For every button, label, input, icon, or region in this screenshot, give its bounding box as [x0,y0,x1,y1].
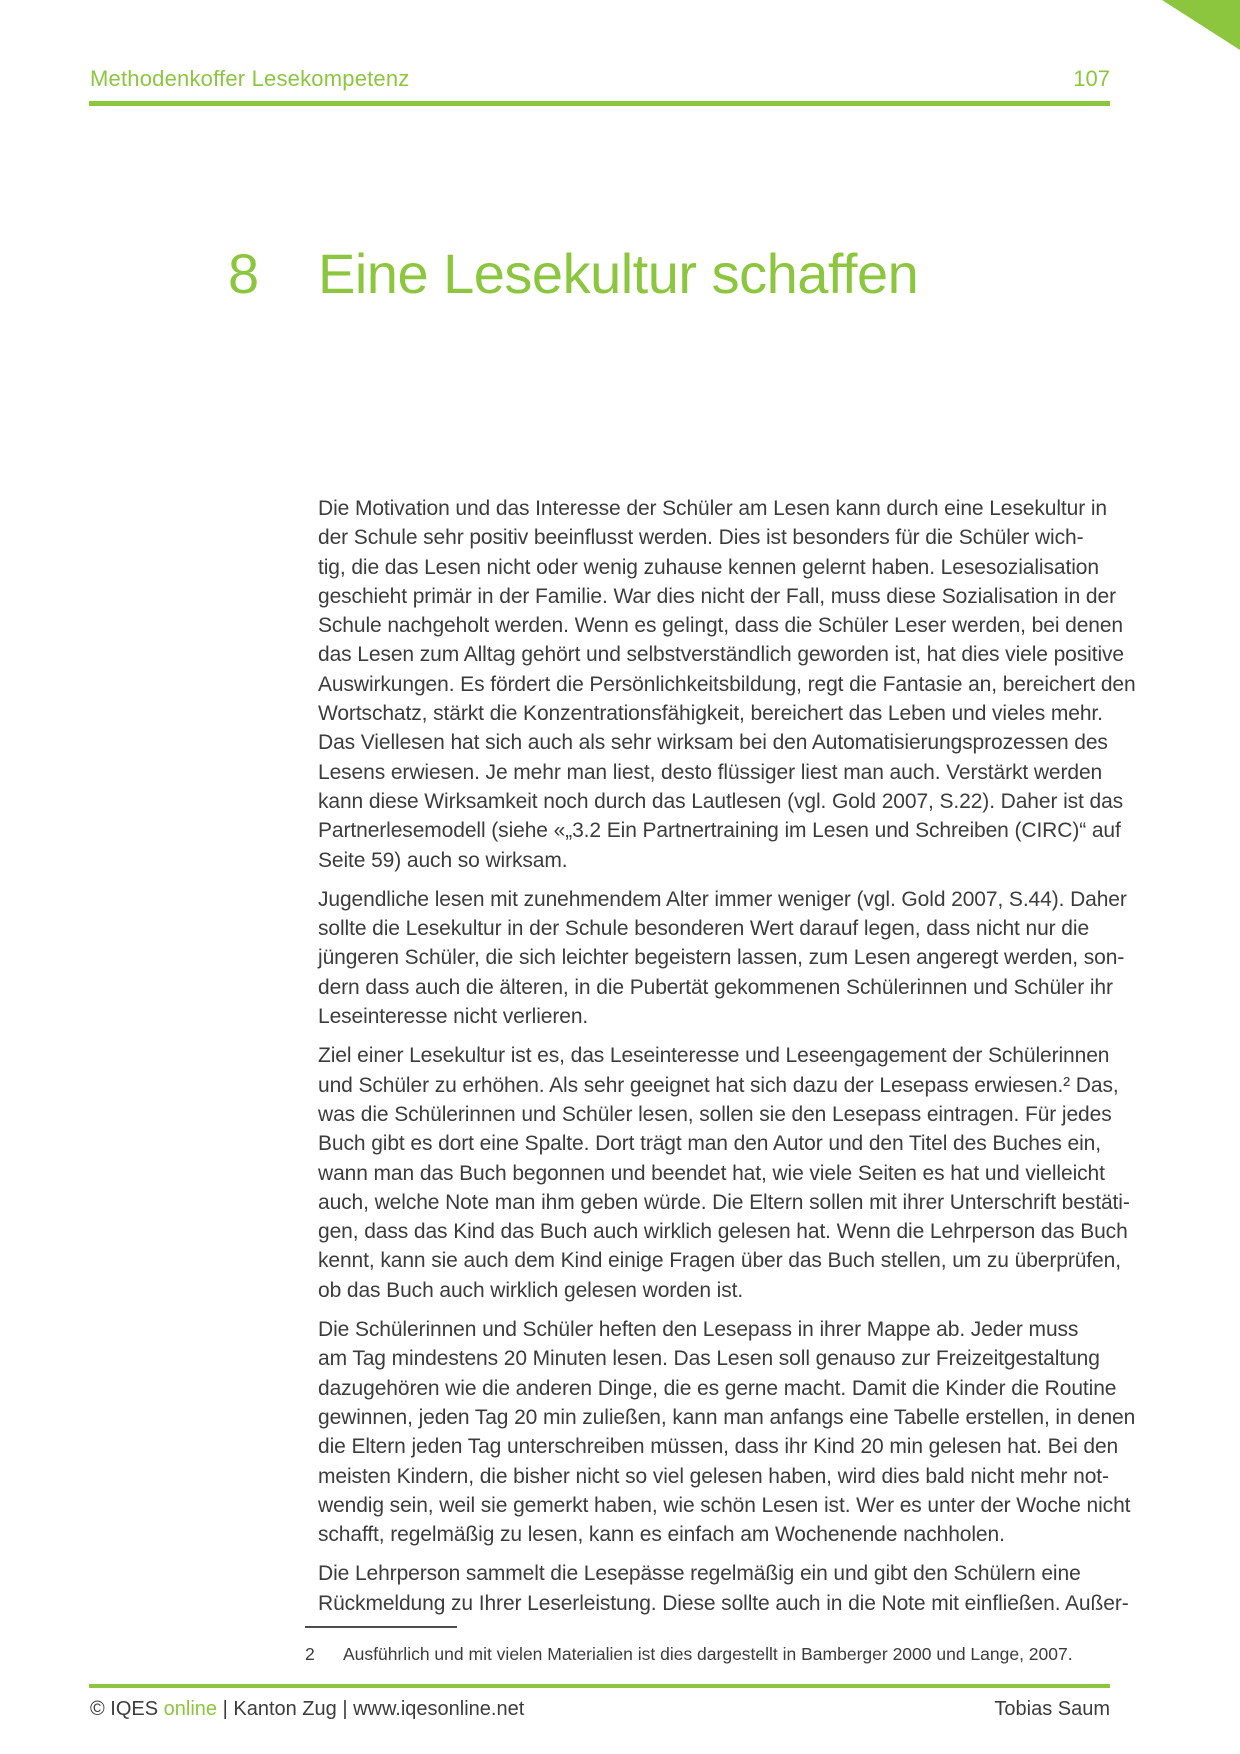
paragraph [318,1041,1130,1305]
text-line: Die Lehrperson sammelt die Lesepässe regelmäßig ein und gibt den Schülern eine [318,1562,1081,1586]
text-line: Die Motivation und das Interesse der Schüler am Lesen kann durch eine Lesekultur in [318,497,1107,520]
footnote-separator-rule [305,1626,457,1628]
running-header-title: Methodenkoffer Lesekompetenz [90,66,410,91]
text-line: wann man das Buch begonnen und beendet hat, wie viele Seiten es hat und vielleicht [318,1161,1105,1185]
text-line: Wortschatz, stärkt die Konzentrationsfähigkeit, bereichert das Leben und vieles mehr. [318,702,1103,726]
text-line: Partnerlesemodell (siehe «„3.2 Ein Partnertraining im Lesen und Schreiben (CIRC)“ auf [318,819,1121,843]
text-line: sollte die Lesekultur in der Schule besonderen Wert darauf legen, dass nicht nur die [318,917,1090,941]
text-line: ob das Buch auch wirklich gelesen worden ist. [318,1278,744,1302]
text-line: Seite 59) auch so wirksam. [318,848,568,872]
text-line: am Tag mindestens 20 Minuten lesen. Das Lesen soll genauso zur Freizeitgestaltung [318,1347,1100,1371]
footnote [305,1642,1115,1666]
chapter-title: Eine Lesekultur schaffen [318,242,919,305]
text-line: was die Schülerinnen und Schüler lesen, sollen sie den Lesepass eintragen. Für jedes [318,1102,1112,1126]
text-line: Buch gibt es dort eine Spalte. Dort trägt man den Autor und den Titel des Buches ein, [318,1132,1101,1156]
text-line: Auswirkungen. Es fördert die Persönlichkeitsbildung, regt die Fantasie an, bereichert den [318,672,1136,696]
text-line: schafft, regelmäßig zu lesen, kann es einfach am Wochenende nachholen. [318,1523,1005,1547]
corner-triangle-decoration [1162,0,1240,50]
text-line: wendig sein, weil sie gemerkt haben, wie schön Lesen ist. Wer es unter der Woche nicht [318,1493,1131,1517]
text-line: kennt, kann sie auch dem Kind einige Fragen über das Buch stellen, um zu überprüfen, [318,1249,1121,1273]
footnote-text: Ausführlich und mit vielen Materialien ist dies dargestellt in Bamberger 2000 und Lange, 2007. [343,1644,1073,1664]
paragraph [318,494,1136,875]
text-line: dern dass auch die älteren, in die Pubertät gekommenen Schülerinnen und Schüler ihr [318,975,1113,999]
text-line: Das Viellesen hat sich auch als sehr wirksam bei den Automatisierungsprozessen des [318,731,1108,755]
text-line: Die Schülerinnen und Schüler heften den Lesepass in ihrer Mappe ab. Jeder muss [318,1318,1079,1342]
paragraph [318,1315,1136,1549]
text-line: gen, dass das Kind das Buch auch wirklich gelesen hat. Wenn die Lehrperson das Buch [318,1220,1128,1244]
footer-rule [89,1684,1110,1688]
text-line: Rückmeldung zu Ihrer Leserleistung. Diese sollte auch in die Note mit einfließen. Außer- [318,1591,1129,1615]
text-line: Lesens erwiesen. Je mehr man liest, desto flüssiger liest man auch. Verstärkt werden [318,760,1103,784]
footer-author: Tobias Saum [994,1698,1110,1720]
text-line: Leseinteresse nicht verlieren. [318,1005,589,1029]
footer-copyright-rest: | Kanton Zug | www.iqesonline.net [217,1698,525,1720]
page-number: 107 [1073,66,1110,91]
paragraph [318,885,1127,1031]
chapter-heading [0,242,1240,316]
text-line: das Lesen zum Alltag gehört und selbstverständlich geworden ist, hat dies viele positive [318,643,1125,667]
footer-copyright-prefix: © IQES [90,1698,164,1720]
text-line: auch, welche Note man ihm geben würde. Die Eltern sollen mit ihrer Unterschrift bestäti- [318,1190,1130,1214]
header-rule [89,101,1110,106]
text-line: und Schüler zu erhöhen. Als sehr geeignet hat sich dazu der Lesepass erwiesen.² Das, [318,1073,1119,1097]
paragraph [318,1559,1129,1618]
text-line: kann diese Wirksamkeit noch durch das Lautlesen (vgl. Gold 2007, S.22). Daher ist das [318,789,1124,813]
footnote-marker: 2 [305,1644,315,1664]
text-line: Schule nachgeholt werden. Wenn es gelingt, dass die Schüler Leser werden, bei denen [318,614,1124,638]
footer-brand-online: online [163,1698,218,1720]
text-line: dazugehören wie die anderen Dinge, die es gerne macht. Damit die Kinder die Routine [318,1376,1117,1400]
chapter-number: 8 [228,242,259,305]
text-line: der Schule sehr positiv beeinflusst werden. Dies ist besonders für die Schüler wich- [318,526,1084,550]
text-line: Jugendliche lesen mit zunehmendem Alter immer weniger (vgl. Gold 2007, S.44). Daher [318,887,1127,911]
text-line: die Eltern jeden Tag unterschreiben müssen, dass ihr Kind 20 min gelesen hat. Bei den [318,1435,1119,1459]
text-line: meisten Kindern, die bisher nicht so viel gelesen haben, wird dies bald nicht mehr not- [318,1464,1109,1488]
text-line: gewinnen, jeden Tag 20 min zuließen, kann man anfangs eine Tabelle erstellen, in denen [318,1405,1136,1429]
text-line: Ziel einer Lesekultur ist es, das Leseinteresse und Leseengagement der Schülerinnen [318,1044,1110,1068]
text-line: jüngeren Schüler, die sich leichter begeistern lassen, zum Lesen angeregt werden, son- [318,946,1125,970]
body-text [318,494,1136,1628]
text-line: tig, die das Lesen nicht oder wenig zuhause kennen gelernt haben. Lesesozialisation [318,555,1099,579]
text-line: geschieht primär in der Familie. War dies nicht der Fall, muss diese Sozialisation in der [318,584,1116,608]
